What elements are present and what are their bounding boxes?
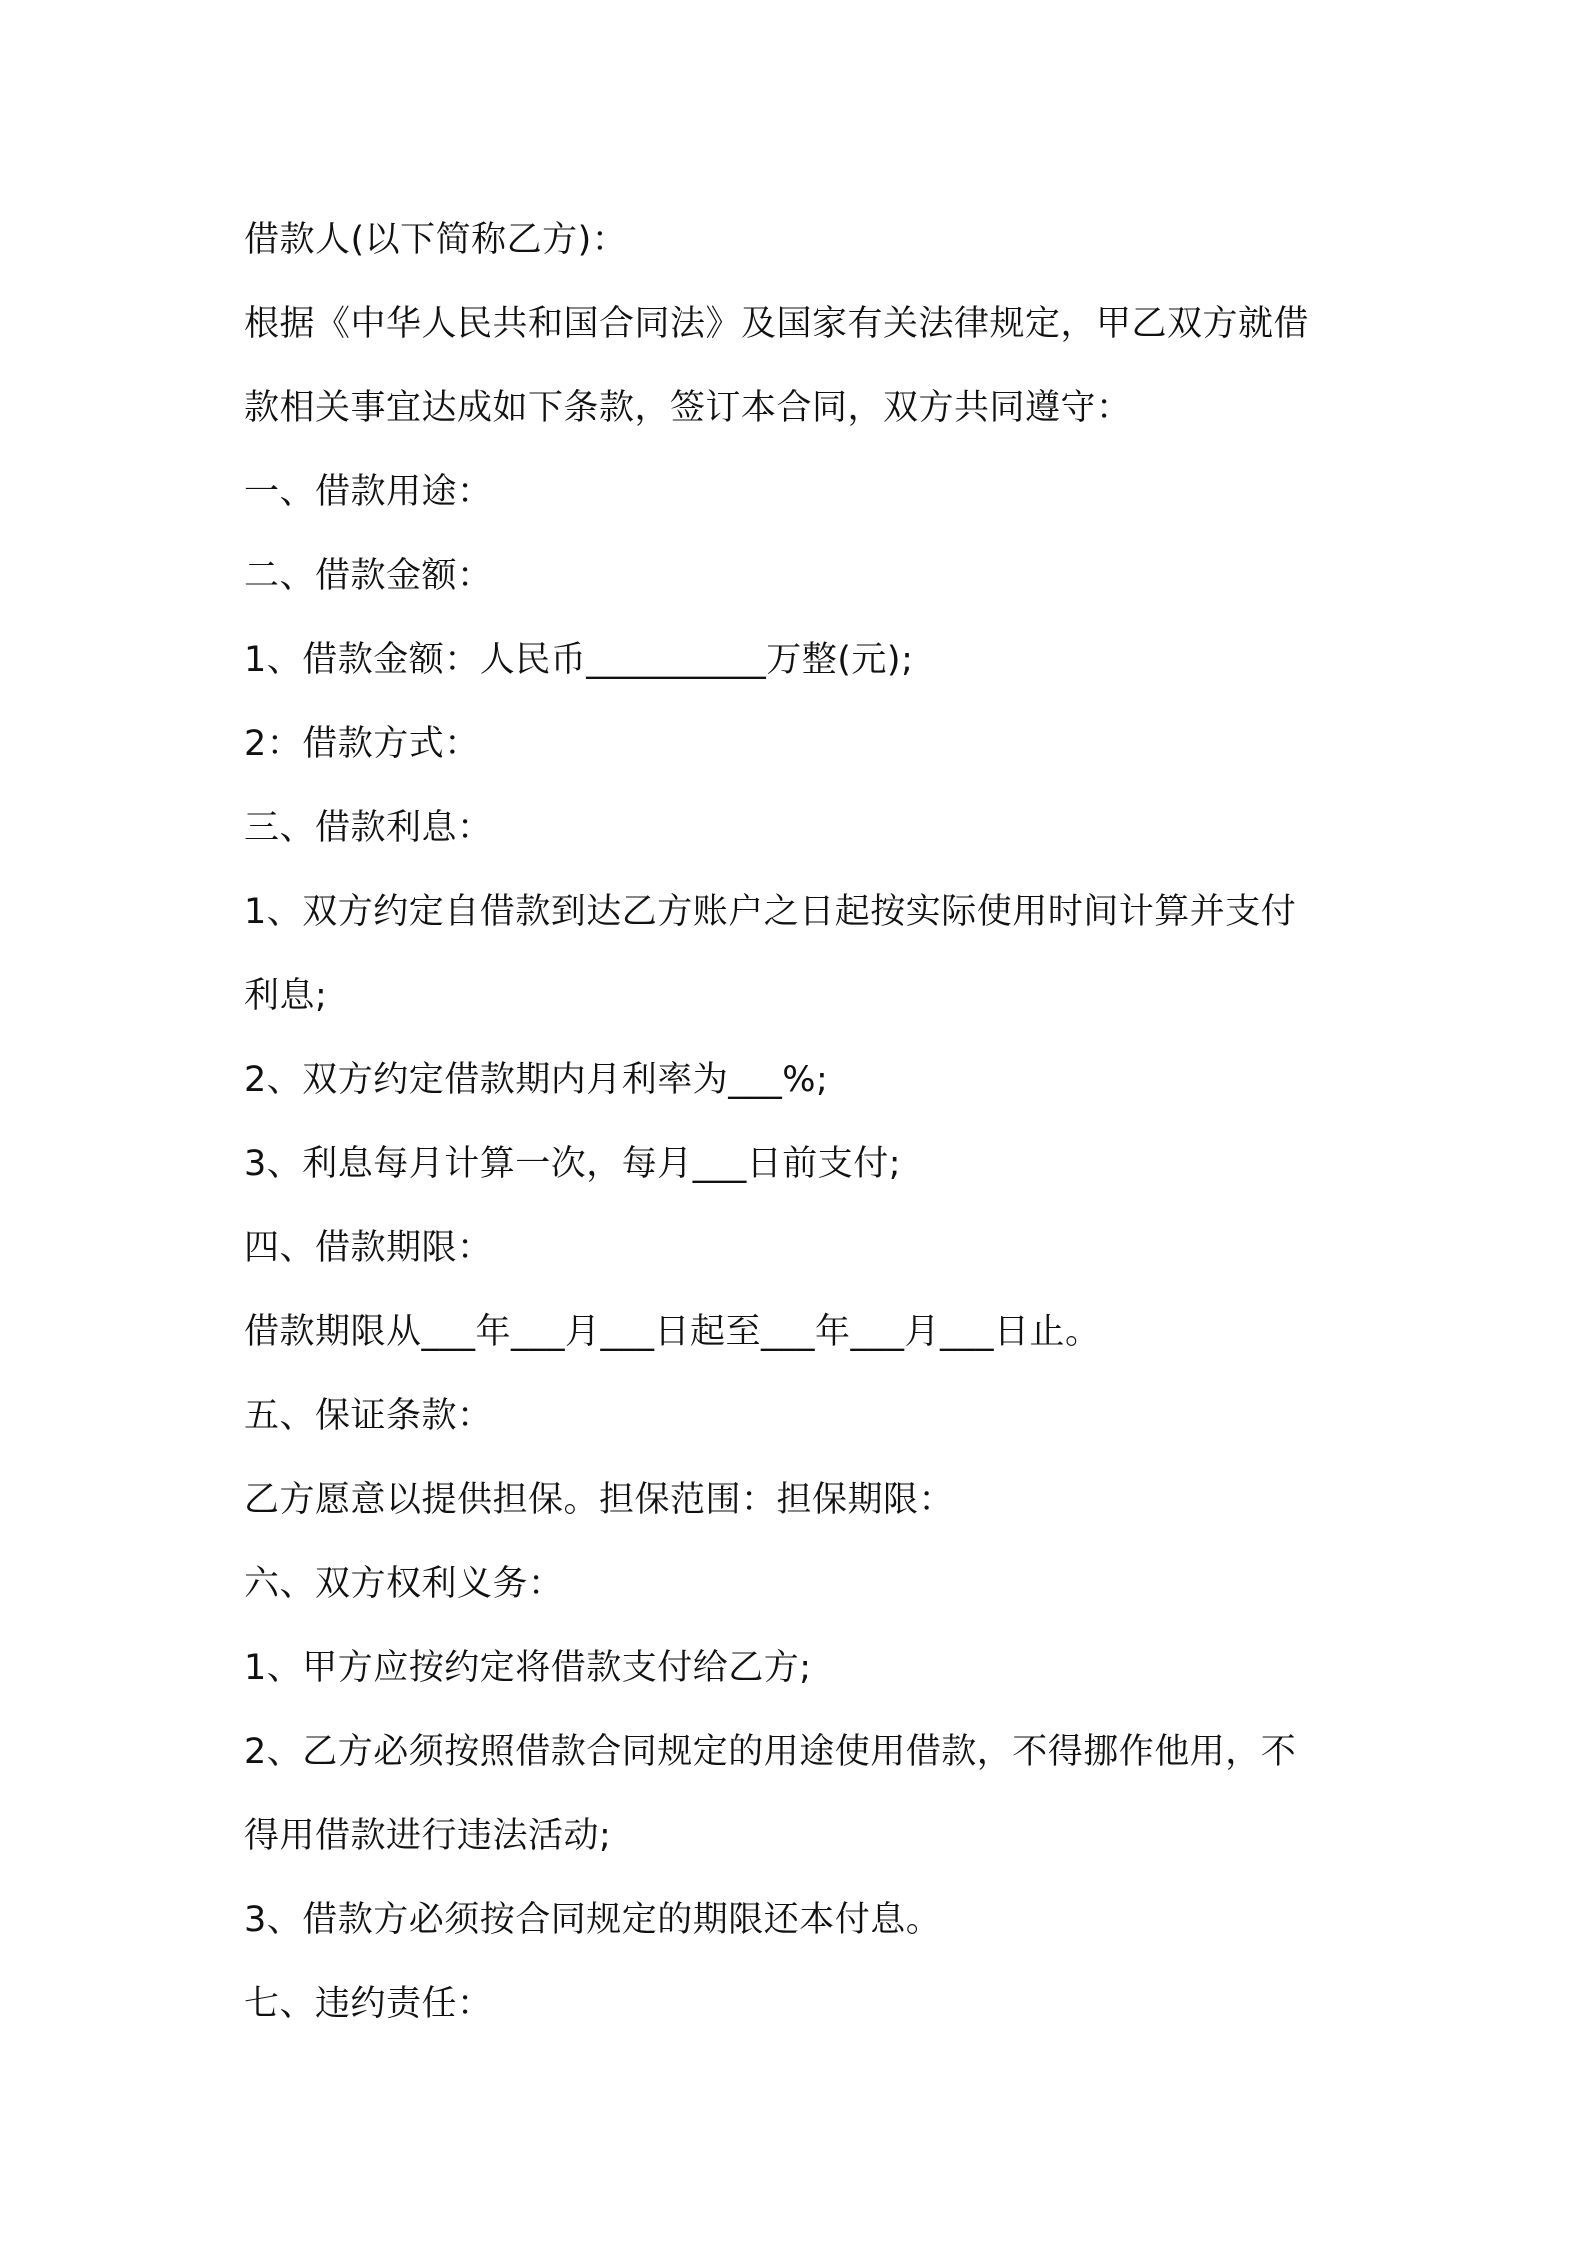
- section-5-guarantee: 五、保证条款：: [244, 1396, 493, 1436]
- guarantee-text: 乙方愿意以提供担保。担保范围：担保期限：: [244, 1480, 955, 1520]
- clause-3-2-rate: 2、双方约定借款期内月利率为___%;: [244, 1060, 829, 1100]
- preamble-line-1: 根据《中华人民共和国合同法》及国家有关法律规定，甲乙双方就借: [244, 304, 1310, 344]
- section-3-interest: 三、借款利息：: [244, 808, 493, 848]
- term-period: 借款期限从___年___月___日起至___年___月___日止。: [244, 1312, 1101, 1352]
- clause-3-1-line-2: 利息;: [244, 976, 328, 1016]
- preamble-line-2: 款相关事宜达成如下条款，签订本合同，双方共同遵守：: [244, 388, 1132, 428]
- clause-3-1-line-1: 1、双方约定自借款到达乙方账户之日起按实际使用时间计算并支付: [244, 892, 1297, 932]
- section-7-liability: 七、违约责任：: [244, 1984, 493, 2024]
- clause-6-2-line-1: 2、乙方必须按照借款合同规定的用途使用借款，不得挪作他用，不: [244, 1732, 1297, 1772]
- clause-3-3-payment: 3、利息每月计算一次，每月___日前支付;: [244, 1144, 902, 1184]
- clause-2-1-amount: 1、借款金额：人民币__________万整(元);: [244, 640, 914, 680]
- clause-6-1: 1、甲方应按约定将借款支付给乙方;: [244, 1648, 812, 1688]
- clause-6-3: 3、借款方必须按合同规定的期限还本付息。: [244, 1900, 942, 1940]
- contract-body: [244, 198, 1364, 2046]
- section-4-term: 四、借款期限：: [244, 1228, 493, 1268]
- borrower-heading: 借款人(以下简称乙方)：: [244, 220, 628, 260]
- clause-2-2-method: 2：借款方式：: [244, 724, 480, 764]
- section-1-loan-purpose: 一、借款用途：: [244, 472, 493, 512]
- section-6-rights: 六、双方权利义务：: [244, 1564, 564, 1604]
- section-2-loan-amount: 二、借款金额：: [244, 556, 493, 596]
- clause-6-2-line-2: 得用借款进行违法活动;: [244, 1816, 612, 1856]
